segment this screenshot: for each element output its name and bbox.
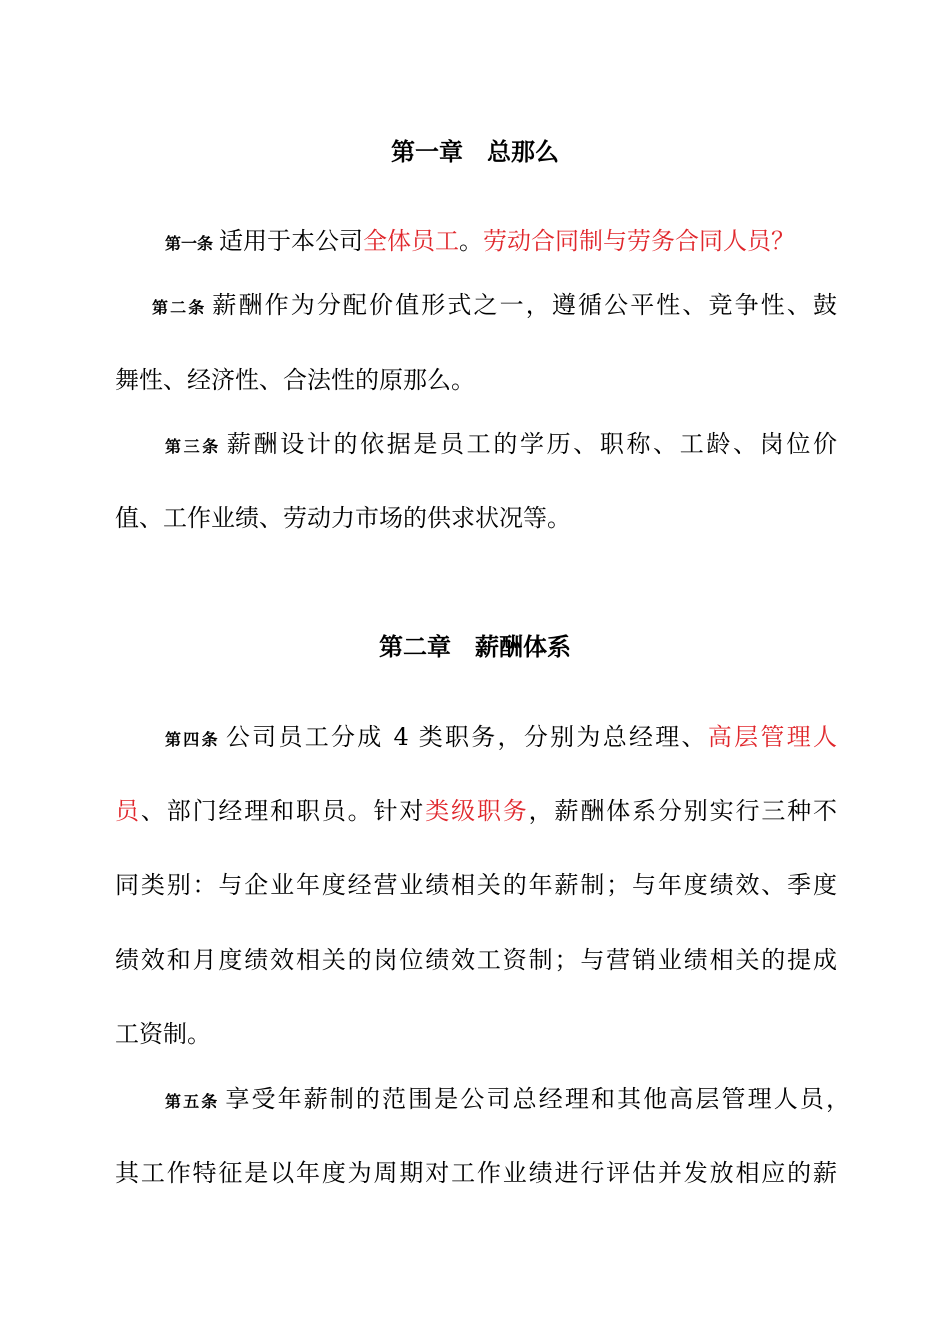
article-5-line-1 [165,1084,850,1117]
article-4-line-4: 绩效和月度绩效相关的岗位绩效工资制；与营销业绩相关的提成 [115,946,837,974]
chapter-1-title: 第一章 总那么 [391,138,559,166]
article-4-text-2b: ，薪酬体系分别实行三种不 [528,797,838,825]
article-5-label: 第五条 [165,1092,220,1111]
article-4-highlight-3: 类级职务 [425,797,529,825]
article-3-line-1 [165,429,837,462]
article-4-highlight-1: 高层管理人 [707,723,838,751]
article-5-text-1: 享受年薪制的范围是公司总经理和其他高层管理人员， [225,1085,850,1113]
article-4-line-5: 工资制。 [115,1020,211,1048]
article-1-label: 第一条 [165,234,214,253]
article-4-label: 第四条 [165,730,220,749]
article-4-line-3: 同类别：与企业年度经营业绩相关的年薪制；与年度绩效、季度 [115,871,837,899]
chapter-2-title: 第二章 薪酬体系 [379,633,571,661]
article-2-label: 第二条 [152,298,207,317]
article-2-text-1: 薪酬作为分配价值形式之一，遵循公平性、竞争性、鼓 [212,291,837,319]
article-4-line-1 [165,722,837,755]
article-4-text-1: 公司员工分成 4 类职务，分别为总经理、 [225,723,708,751]
article-2-line-1 [152,290,837,323]
article-4-text-2a: 、部门经理和职员。针对 [140,797,426,825]
article-1-highlight-b: 劳动合同制与劳务合同人员？ [483,227,796,255]
article-3-label: 第三条 [165,437,221,456]
article-3-text-1: 薪酬设计的依据是员工的学历、职称、工龄、岗位价 [226,430,837,458]
article-1-text-b: 。 [459,227,484,255]
article-5-line-2: 其工作特征是以年度为周期对工作业绩进行评估并发放相应的薪 [115,1159,837,1187]
article-1-highlight-a: 全体员工 [363,227,460,255]
article-4-line-2 [115,796,837,826]
article-4-highlight-2: 员 [115,797,141,825]
article-1-text-a: 适用于本公司 [219,227,364,255]
article-1-line-1 [165,226,837,259]
article-2-line-2: 舞性、经济性、合法性的原那么。 [115,366,475,394]
article-3-line-2: 值、工作业绩、劳动力市场的供求状况等。 [115,504,571,532]
